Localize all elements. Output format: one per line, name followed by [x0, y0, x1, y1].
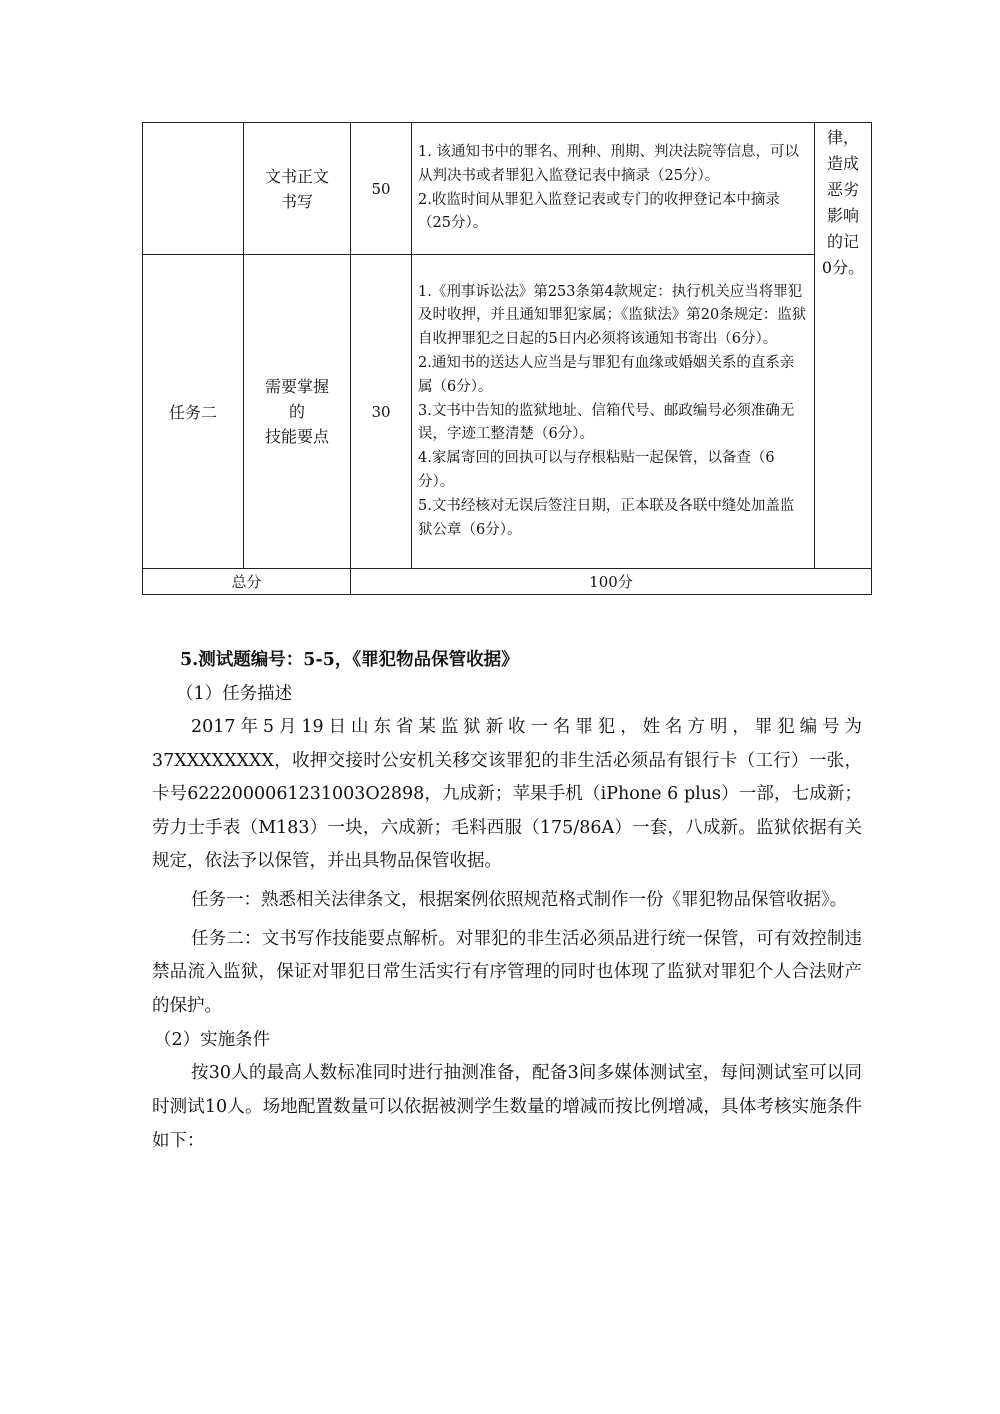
task-description-paragraph: 2017年5月19日山东省某监狱新收一名罪犯，姓名方明，罪犯编号为37XXXXXXXX，收押交接时公安机关移交该罪犯的非生活必须品有银行卡（工行）一张，卡号6222000061231003O2898，九成新；苹果手机（iPhone 6 plus）一部，七成新；劳力士手表（M183）一块，六成新；毛料西服（175/86A）一套，八成新。监狱依据有关规定，依法予以保管，并出具物品保管收据。 — [152, 717, 862, 872]
score-cell: 30 — [351, 255, 412, 569]
item-name-line: 的 — [288, 402, 305, 421]
note-line: 0分。 — [821, 258, 865, 277]
table-row — [143, 123, 872, 255]
scoring-table — [142, 122, 872, 595]
section-heading: 5.测试题编号：5-5，《罪犯物品保管收据》 — [180, 650, 519, 670]
task-one-paragraph: 任务一：熟悉相关法律条文，根据案例依照规范格式制作一份《罪犯物品保管收据》。 — [191, 889, 848, 910]
note-line: 影响 — [826, 206, 859, 225]
criteria-item: 2.收监时间从罪犯入监登记表或专门的收押登记本中摘录（25分）。 — [418, 191, 780, 232]
document-body — [152, 643, 862, 1158]
criteria-item: 4.家属寄回的回执可以与存根粘贴一起保管，以备查（6分）。 — [418, 450, 775, 490]
total-label: 总分 — [143, 569, 351, 595]
criteria-item: 3.文书中告知的监狱地址、信箱代号、邮政编号必须准确无误，字迹工整清楚（6分）。 — [418, 402, 795, 443]
criteria-cell — [412, 255, 815, 569]
total-row — [143, 569, 872, 595]
note-line: 的记 — [826, 232, 859, 251]
note-line: 律， — [826, 128, 859, 147]
task-two-paragraph: 任务二：文书写作技能要点解析。对罪犯的非生活必须品进行统一保管，可有效控制违禁品流入监狱，保证对罪犯日常生活实行有序管理的同时也体现了监狱对罪犯个人合法财产的保护。 — [152, 928, 862, 1016]
task-cell: 任务二 — [143, 255, 244, 569]
item-name-line: 需要掌握 — [264, 377, 329, 396]
note-line: 恶劣 — [826, 180, 859, 199]
item-name-line: 文书正文 — [264, 166, 329, 186]
table-row — [143, 255, 872, 569]
note-line: 造成 — [826, 154, 859, 173]
criteria-item: 5.文书经核对无误后签注日期，正本联及各联中缝处加盖监狱公章（6分）。 — [418, 497, 795, 538]
note-cell — [815, 123, 872, 569]
item-name-cell — [244, 255, 351, 569]
item-name-cell — [244, 123, 351, 255]
criteria-item: 1. 该通知书中的罪名、刑种、刑期、判决法院等信息，可以从判决书或者罪犯入监登记表中摘录（25分）。 — [418, 143, 799, 184]
total-value: 100分 — [351, 569, 872, 595]
item-name-line: 书写 — [280, 191, 313, 211]
score-cell: 50 — [351, 123, 412, 255]
subheading-task-description: （1）任务描述 — [176, 684, 293, 704]
criteria-cell — [412, 123, 815, 255]
criteria-item: 2.通知书的送达人应当是与罪犯有血缘或婚姻关系的直系亲属（6分）。 — [418, 355, 795, 395]
item-name-line: 技能要点 — [264, 427, 329, 446]
task-cell-empty — [143, 123, 244, 255]
subheading-conditions: （2）实施条件 — [154, 1030, 271, 1051]
criteria-item: 1.《刑事诉讼法》第253条第4款规定：执行机关应当将罪犯及时收押，并且通知罪犯家属；《监狱法》第20条规定：监狱自收押罪犯之日起的5日内必须将该通知书寄出（6分）。 — [418, 283, 807, 348]
conditions-paragraph: 按30人的最高人数标准同时进行抽测准备，配备3间多媒体测试室，每间测试室可以同时测试10人。场地配置数量可以依据被测学生数量的增减而按比例增减，具体考核实施条件如下： — [152, 1063, 862, 1151]
